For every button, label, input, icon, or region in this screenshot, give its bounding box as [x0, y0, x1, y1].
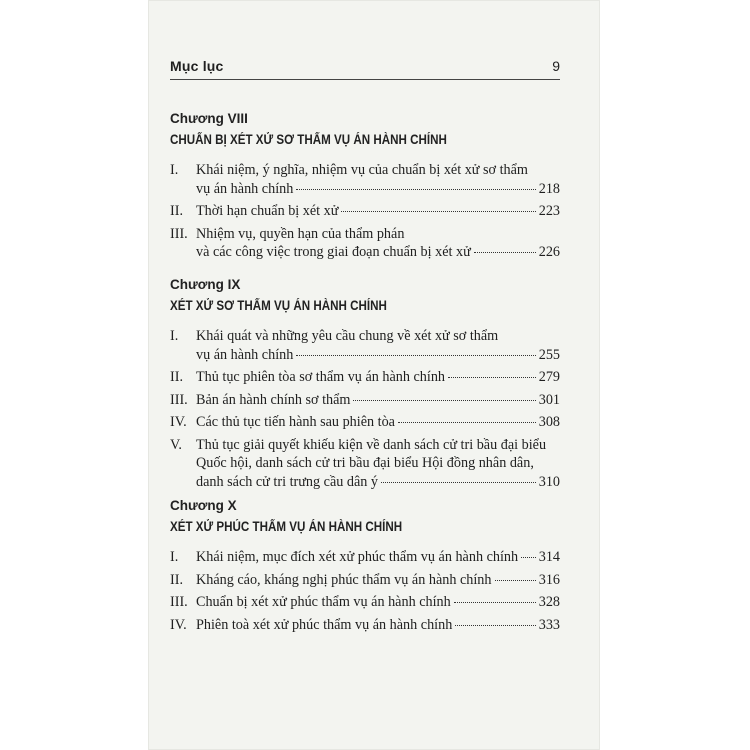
entry-numeral: III.	[170, 225, 188, 242]
entry-numeral: IV.	[170, 616, 187, 633]
page-title: Mục lục	[170, 58, 224, 74]
chapter-number: Chương IX	[170, 277, 241, 292]
entry-page-number: 223	[538, 203, 560, 219]
show-through-text	[438, 95, 600, 107]
entry-page-number: 279	[538, 369, 560, 385]
entry-text-line: Khái niệm, mục đích xét xử phúc thẩm vụ án hành chính	[196, 549, 519, 565]
entry-numeral: I.	[170, 549, 179, 565]
entry-numeral: III.	[170, 391, 188, 408]
toc-entry[interactable]	[170, 413, 560, 432]
entry-numeral: III.	[170, 594, 188, 610]
entry-numeral: I.	[170, 162, 179, 178]
dot-leader	[296, 355, 535, 356]
entry-text-line: Các thủ tục tiến hành sau phiên tòa	[196, 414, 395, 430]
entry-text-line: Bản án hành chính sơ thẩm	[196, 391, 351, 408]
entry-page-number: 301	[538, 391, 560, 408]
entry-text-line: Khái niệm, ý nghĩa, nhiệm vụ của chuẩn bị xét xử sơ thẩm	[196, 162, 528, 178]
dot-leader	[448, 377, 536, 378]
dot-leader	[296, 189, 535, 190]
entry-page-number: 308	[538, 414, 560, 430]
toc-entry[interactable]	[170, 225, 560, 262]
toc-entry[interactable]	[170, 202, 560, 221]
entry-numeral: V.	[170, 436, 182, 453]
entry-text-line: Phiên toà xét xử phúc thẩm vụ án hành chính	[196, 616, 453, 633]
dot-leader	[474, 252, 536, 253]
entry-text-line: Kháng cáo, kháng nghị phúc thẩm vụ án hành chính	[196, 571, 492, 588]
entry-text-line: Khái quát và những yêu cầu chung về xét xử sơ thẩm	[196, 328, 499, 344]
entry-numeral: II.	[170, 571, 183, 588]
entry-numeral: II.	[170, 369, 183, 385]
entry-text-line: Thủ tục giải quyết khiếu kiện về danh sách cử tri bầu đại biểu	[196, 436, 547, 453]
entry-page-number: 218	[538, 180, 560, 197]
dot-leader	[495, 580, 536, 581]
entry-page-number: 310	[538, 473, 560, 490]
dot-leader	[353, 400, 535, 401]
chapter-number: Chương VIII	[170, 111, 248, 126]
entry-page-number: 255	[538, 346, 560, 363]
toc-entry[interactable]	[170, 327, 560, 364]
entry-page-number: 316	[538, 571, 560, 588]
toc-entry[interactable]	[170, 593, 560, 612]
dot-leader	[398, 422, 536, 423]
entry-page-number: 226	[538, 244, 560, 260]
dot-leader	[381, 482, 536, 483]
book-page	[148, 0, 600, 750]
chapter-ix	[170, 277, 560, 495]
dot-leader	[341, 211, 535, 212]
chapter-title: XÉT XỬ PHÚC THẨM VỤ ÁN HÀNH CHÍNH	[170, 519, 403, 534]
entry-text-line: Thủ tục phiên tòa sơ thẩm vụ án hành chính	[196, 369, 446, 385]
entry-text-line: Chuẩn bị xét xử phúc thẩm vụ án hành chính	[196, 594, 451, 610]
entry-page-number: 328	[538, 594, 560, 610]
chapter-title: CHUẨN BỊ XÉT XỬ SƠ THẨM VỤ ÁN HÀNH CHÍNH	[170, 132, 447, 147]
toc-entry[interactable]	[170, 616, 560, 635]
dot-leader	[521, 557, 536, 558]
entry-text-line: vụ án hành chính	[196, 346, 294, 363]
toc-entry[interactable]	[170, 436, 560, 492]
entry-text-line: vụ án hành chính	[196, 180, 294, 197]
chapter-x	[170, 498, 560, 638]
chapter-title: XÉT XỬ SƠ THẨM VỤ ÁN HÀNH CHÍNH	[170, 298, 387, 313]
entry-text-line: và các công việc trong giai đoạn chuẩn bị xét xử	[196, 244, 471, 260]
page-header	[170, 58, 560, 80]
toc-entry[interactable]	[170, 571, 560, 590]
entry-page-number: 333	[538, 616, 560, 633]
toc-entry[interactable]	[170, 368, 560, 387]
dot-leader	[454, 602, 536, 603]
toc-entry[interactable]	[170, 161, 560, 198]
entry-text-line: Quốc hội, danh sách cử tri bầu đại biểu Hội đồng nhân dân,	[196, 455, 534, 471]
toc-entry[interactable]	[170, 548, 560, 567]
entry-text-line: danh sách cử tri trưng cầu dân ý	[196, 473, 379, 490]
entry-numeral: IV.	[170, 414, 187, 430]
entry-text-line: Nhiệm vụ, quyền hạn của thẩm phán	[196, 225, 405, 242]
toc-entry[interactable]	[170, 391, 560, 410]
entry-numeral: II.	[170, 203, 183, 219]
entry-page-number: 314	[538, 549, 560, 565]
entry-numeral: I.	[170, 328, 179, 344]
page-number: 9	[552, 58, 560, 74]
dot-leader	[455, 625, 535, 626]
chapter-viii	[170, 111, 560, 266]
entry-text-line: Thời hạn chuẩn bị xét xử	[196, 203, 339, 219]
chapter-number: Chương X	[170, 498, 237, 513]
